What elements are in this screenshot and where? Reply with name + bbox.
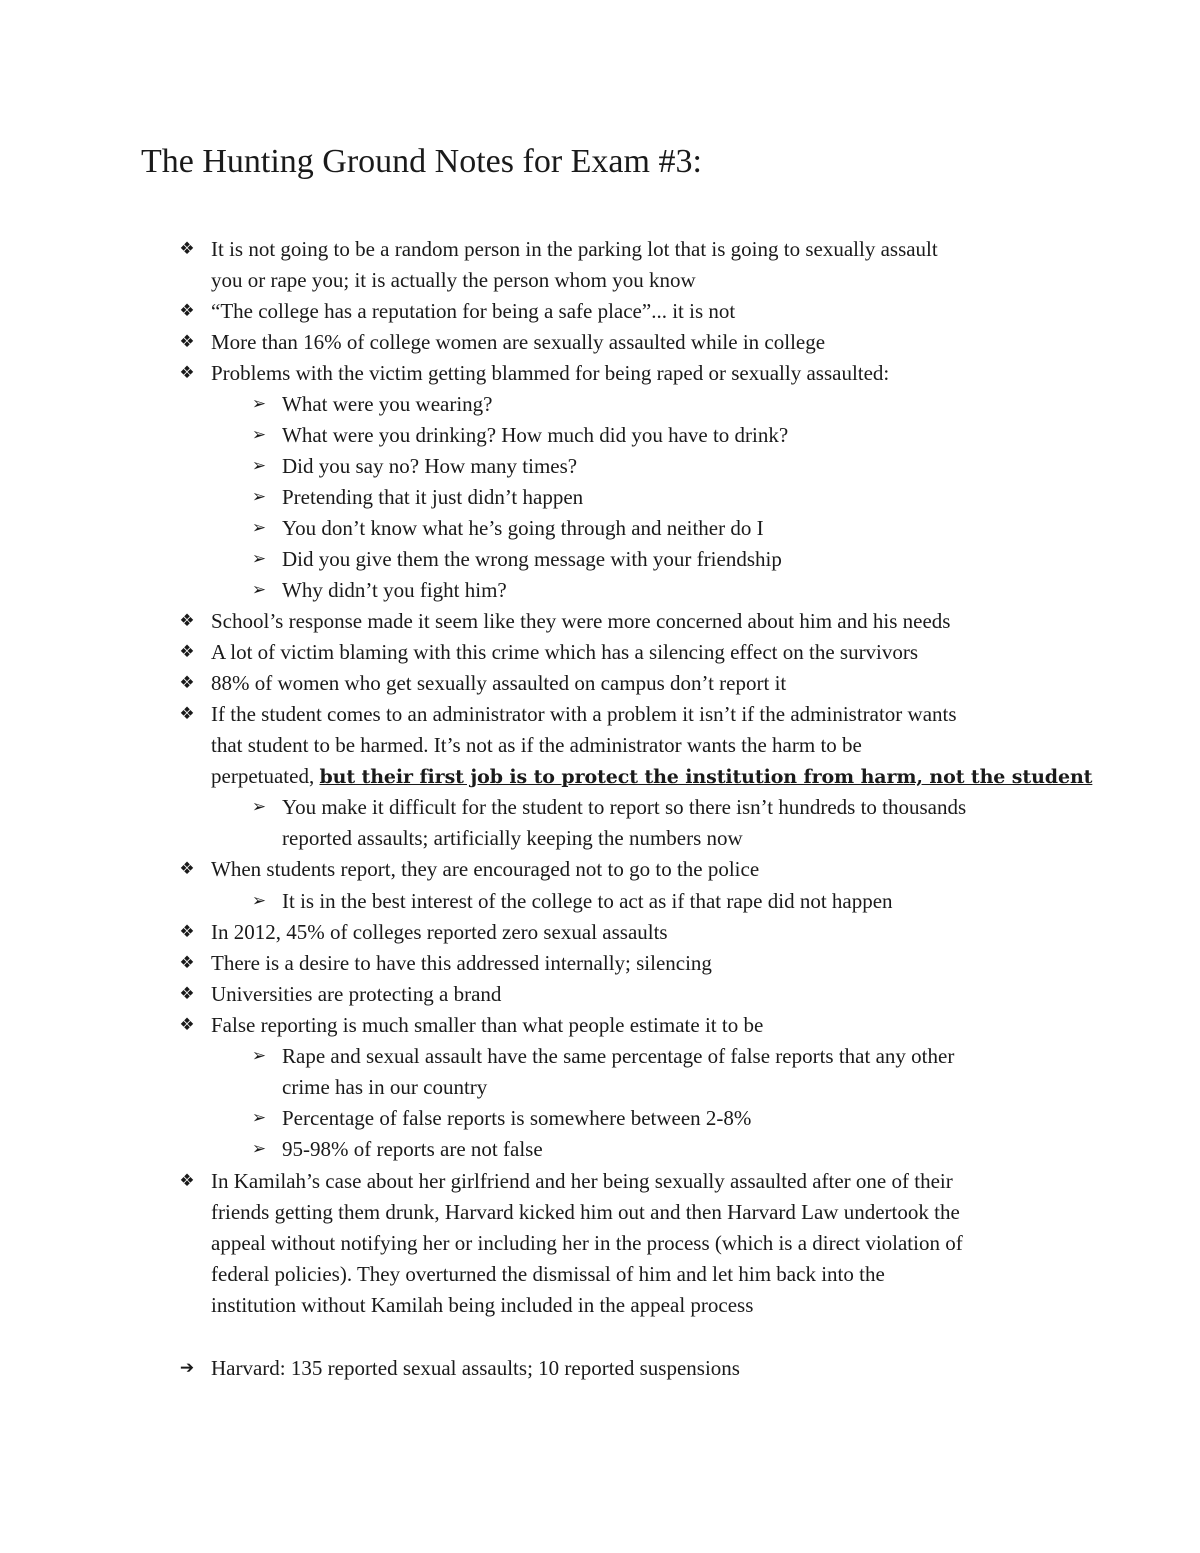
note-line: A lot of victim blaming with this crime which has a silencing effect on the survivors (211, 640, 919, 664)
arrowhead-bullet-icon: ➢ (251, 1139, 267, 1158)
sub-note-line: Why didn’t you fight him? (282, 578, 507, 602)
note-line: School’s response made it seem like they were more concerned about him and his needs (211, 609, 951, 633)
arrowhead-bullet-icon: ➢ (251, 891, 267, 910)
sub-note-line: reported assaults; artificially keeping the numbers now (282, 826, 743, 850)
diamond-bullet-icon: ❖ (179, 673, 195, 692)
arrowhead-bullet-icon: ➢ (251, 394, 267, 413)
arrowhead-bullet-icon: ➢ (251, 549, 267, 568)
diamond-bullet-icon: ❖ (179, 953, 195, 972)
note-line: In Kamilah’s case about her girlfriend and her being sexually assaulted after one of their (211, 1169, 953, 1193)
arrowhead-bullet-icon: ➢ (251, 1108, 267, 1127)
arrowhead-bullet-icon: ➢ (251, 425, 267, 444)
note-line: federal policies). They overturned the dismissal of him and let him back into the (211, 1262, 885, 1286)
sub-note-line: Percentage of false reports is somewhere between 2-8% (282, 1106, 752, 1130)
diamond-bullet-icon: ❖ (179, 859, 195, 878)
note-line: you or rape you; it is actually the person whom you know (211, 268, 696, 292)
sub-note-line: What were you drinking? How much did you have to drink? (282, 423, 789, 447)
diamond-bullet-icon: ❖ (179, 332, 195, 351)
diamond-bullet-icon: ❖ (179, 363, 195, 382)
note-text: perpetuated, (211, 764, 320, 788)
note-line: that student to be harmed. It’s not as if the administrator wants the harm to be (211, 733, 862, 757)
diamond-bullet-icon: ❖ (179, 239, 195, 258)
arrowhead-bullet-icon: ➢ (251, 456, 267, 475)
note-line: “The college has a reputation for being a safe place”... it is not (211, 299, 736, 323)
diamond-bullet-icon: ❖ (179, 922, 195, 941)
diamond-bullet-icon: ❖ (179, 1015, 195, 1034)
diamond-bullet-icon: ❖ (179, 1171, 195, 1190)
sub-note-line: Did you say no? How many times? (282, 454, 578, 478)
diamond-bullet-icon: ❖ (179, 611, 195, 630)
sub-note-line: crime has in our country (282, 1075, 488, 1099)
note-line: friends getting them drunk, Harvard kicked him out and then Harvard Law undertook the (211, 1200, 960, 1224)
page-title: The Hunting Ground Notes for Exam #3: (141, 143, 702, 180)
note-line: When students report, they are encouraged not to go to the police (211, 857, 760, 881)
note-line: False reporting is much smaller than what people estimate it to be (211, 1013, 764, 1037)
sub-note-line: Did you give them the wrong message with your friendship (282, 547, 782, 571)
note-line: It is not going to be a random person in the parking lot that is going to sexually assault (211, 237, 938, 261)
note-line: More than 16% of college women are sexually assaulted while in college (211, 330, 826, 354)
note-line: Universities are protecting a brand (211, 982, 502, 1006)
arrowhead-bullet-icon: ➢ (251, 797, 267, 816)
sub-note-line: It is in the best interest of the college to act as if that rape did not happen (282, 889, 893, 913)
note-line: Problems with the victim getting blammed for being raped or sexually assaulted: (211, 361, 890, 385)
diamond-bullet-icon: ❖ (179, 704, 195, 723)
note-line: 88% of women who get sexually assaulted on campus don’t report it (211, 671, 787, 695)
arrow-bullet-icon: ➔ (179, 1358, 195, 1377)
note-line: There is a desire to have this addressed internally; silencing (211, 951, 712, 975)
note-line-emphasis (211, 761, 1092, 792)
note-line: institution without Kamilah being included in the appeal process (211, 1293, 754, 1317)
note-line: Harvard: 135 reported sexual assaults; 10 reported suspensions (211, 1356, 740, 1380)
sub-note-line: Pretending that it just didn’t happen (282, 485, 584, 509)
sub-note-line: 95-98% of reports are not false (282, 1137, 543, 1161)
sub-note-line: Rape and sexual assault have the same percentage of false reports that any other (282, 1044, 955, 1068)
note-line: If the student comes to an administrator with a problem it isn’t if the administrator wants (211, 702, 957, 726)
sub-note-line: What were you wearing? (282, 392, 493, 416)
sub-note-line: You don’t know what he’s going through and neither do I (282, 516, 764, 540)
sub-note-line: You make it difficult for the student to report so there isn’t hundreds to thousands (282, 795, 967, 819)
emphasized-text: but their first job is to protect the institution from harm, not the student (319, 766, 1093, 788)
diamond-bullet-icon: ❖ (179, 301, 195, 320)
diamond-bullet-icon: ❖ (179, 642, 195, 661)
arrowhead-bullet-icon: ➢ (251, 580, 267, 599)
note-line: appeal without notifying her or including her in the process (which is a direct violation of (211, 1231, 963, 1255)
arrowhead-bullet-icon: ➢ (251, 1046, 267, 1065)
arrowhead-bullet-icon: ➢ (251, 518, 267, 537)
arrowhead-bullet-icon: ➢ (251, 487, 267, 506)
diamond-bullet-icon: ❖ (179, 984, 195, 1003)
note-line: In 2012, 45% of colleges reported zero sexual assaults (211, 920, 668, 944)
